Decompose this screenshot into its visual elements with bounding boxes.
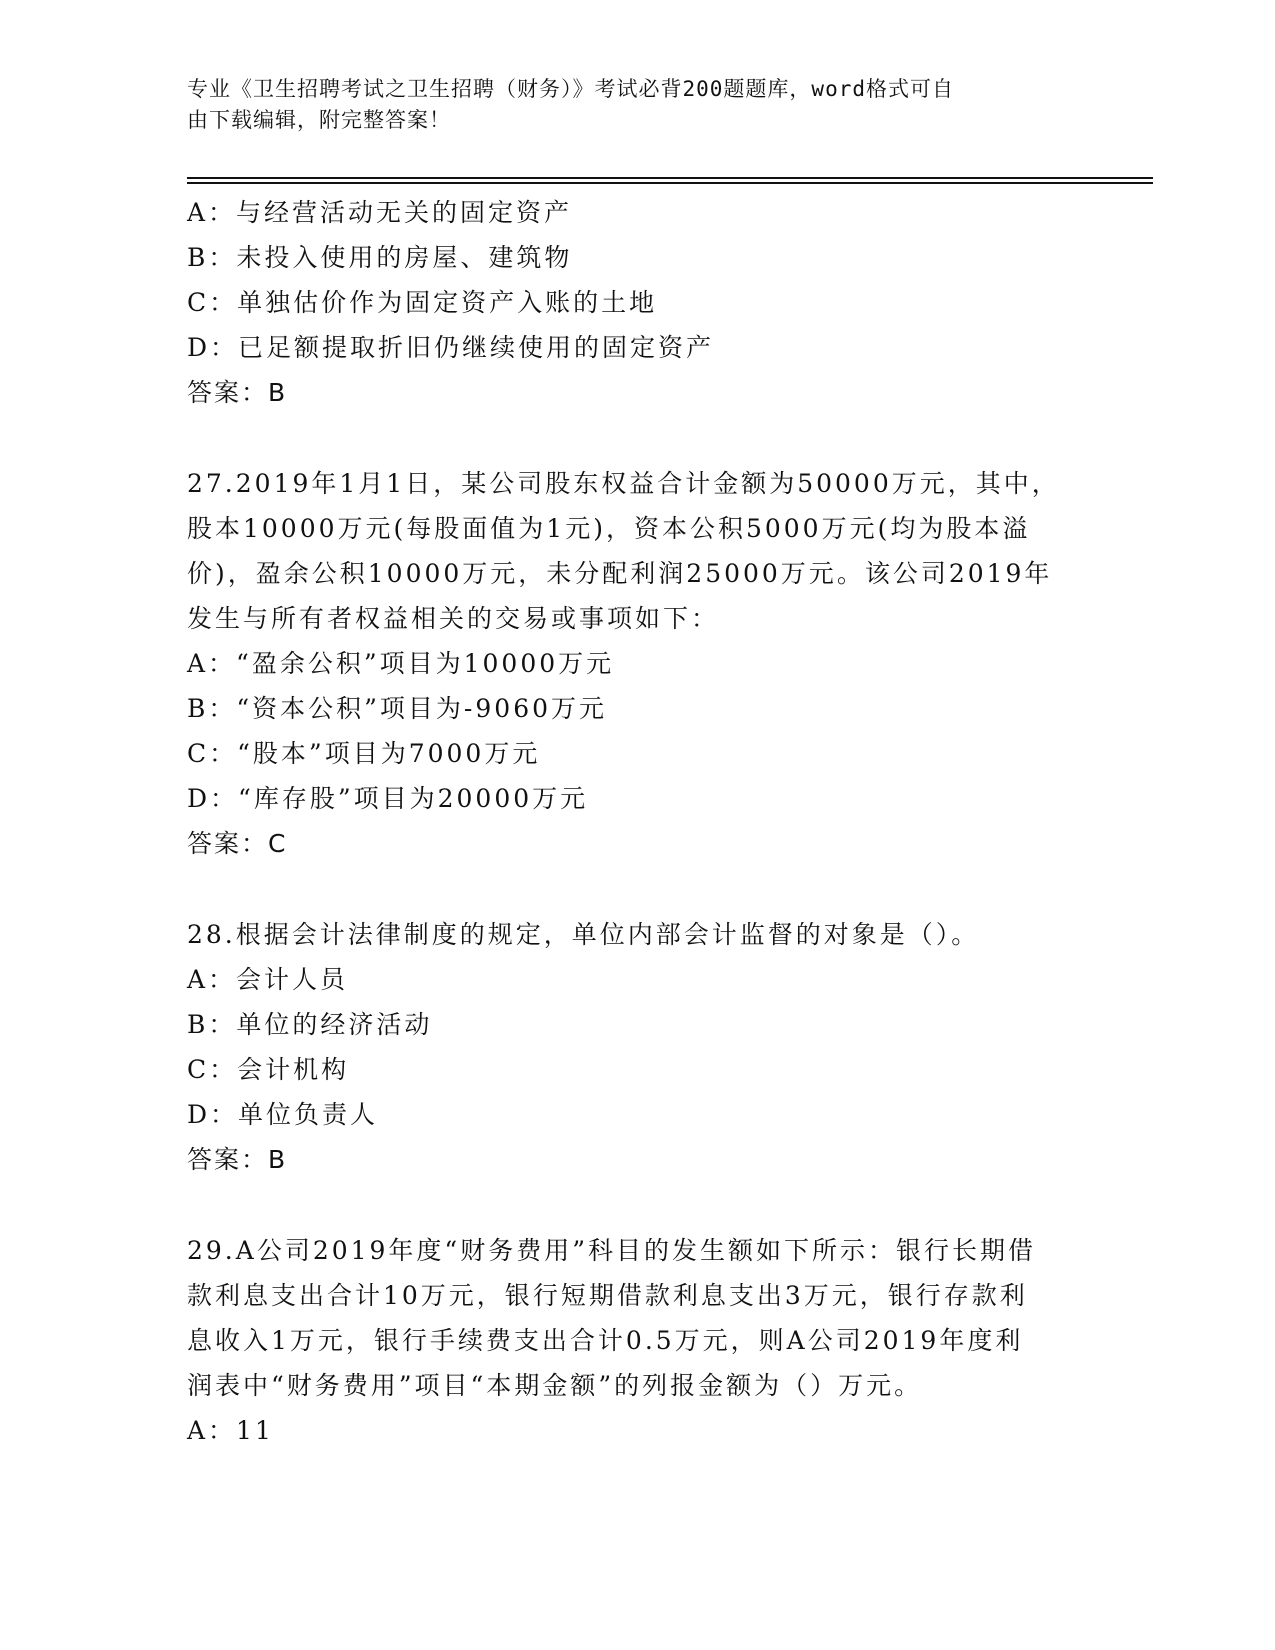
question-list xyxy=(187,190,1087,1453)
answer-line: 答案：B xyxy=(187,1145,288,1174)
question-block xyxy=(187,190,1087,415)
question-line: C：会计机构 xyxy=(187,1055,350,1084)
question-line: 27.2019年1月1日，某公司股东权益合计金额为50000万元，其中， xyxy=(187,469,1060,498)
question-line: D：已足额提取折旧仍继续使用的固定资产 xyxy=(187,333,715,362)
question-line: 29.A公司2019年度“财务费用”科目的发生额如下所示：银行长期借 xyxy=(187,1236,1036,1265)
question-line: 28.根据会计法律制度的规定，单位内部会计监督的对象是（）。 xyxy=(187,920,980,949)
document-header xyxy=(187,74,1087,136)
question-line: 价)，盈余公积10000万元，未分配利润25000万元。该公司2019年 xyxy=(187,559,1053,588)
question-block xyxy=(187,1228,1087,1453)
block-spacer xyxy=(187,1182,1087,1228)
header-line: 专业《卫生招聘考试之卫生招聘（财务）》考试必背200题题库，word格式可自 xyxy=(187,77,954,101)
question-line: A：会计人员 xyxy=(187,965,349,994)
question-line: C：单独估价作为固定资产入账的土地 xyxy=(187,288,658,317)
question-line: B：单位的经济活动 xyxy=(187,1010,433,1039)
question-line: B：“资本公积”项目为-9060万元 xyxy=(187,694,608,723)
question-line: 润表中“财务费用”项目“本期金额”的列报金额为（）万元。 xyxy=(187,1371,923,1400)
header-line: 由下载编辑，附完整答案！ xyxy=(187,108,451,132)
question-line: D：单位负责人 xyxy=(187,1100,379,1129)
question-line: C：“股本”项目为7000万元 xyxy=(187,739,541,768)
question-line: D：“库存股”项目为20000万元 xyxy=(187,784,589,813)
question-line: A：与经营活动无关的固定资产 xyxy=(187,198,573,227)
question-block xyxy=(187,461,1087,866)
block-spacer xyxy=(187,415,1087,461)
question-line: B：未投入使用的房屋、建筑物 xyxy=(187,243,573,272)
answer-line: 答案：B xyxy=(187,378,288,407)
header-divider xyxy=(187,177,1153,179)
question-line: 息收入1万元，银行手续费支出合计0.5万元，则A公司2019年度利 xyxy=(187,1326,1024,1355)
block-spacer xyxy=(187,866,1087,912)
question-line: A：“盈余公积”项目为10000万元 xyxy=(187,649,615,678)
question-line: A：11 xyxy=(187,1416,274,1445)
header-divider xyxy=(187,182,1153,184)
question-block xyxy=(187,912,1087,1182)
question-line: 款利息支出合计10万元，银行短期借款利息支出3万元，银行存款利 xyxy=(187,1281,1028,1310)
question-line: 股本10000万元(每股面值为1元)，资本公积5000万元(均为股本溢 xyxy=(187,514,1031,543)
question-line: 发生与所有者权益相关的交易或事项如下： xyxy=(187,604,720,633)
answer-line: 答案：C xyxy=(187,829,288,858)
